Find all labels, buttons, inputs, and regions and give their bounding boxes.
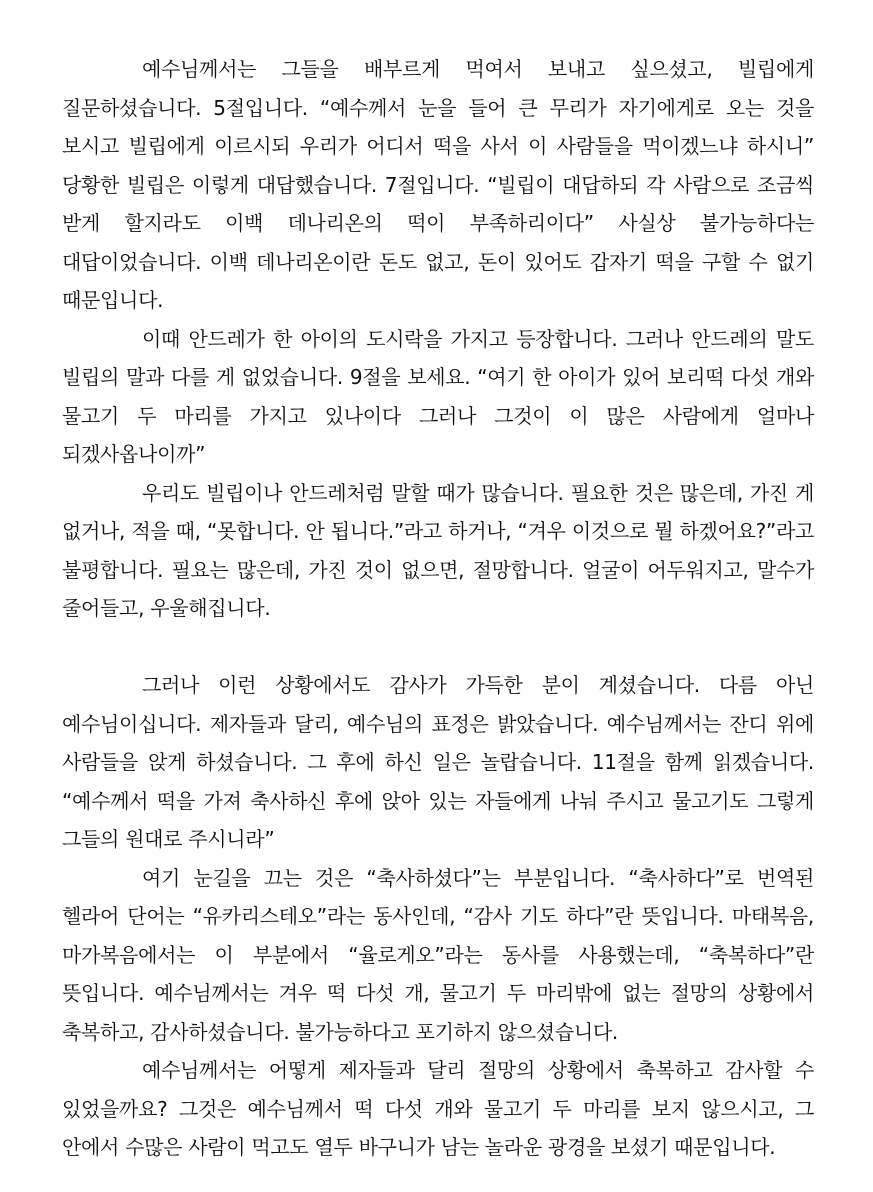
paragraph-spacer [62, 628, 814, 667]
paragraph-5: 여기 눈길을 끄는 것은 “축사하셨다”는 부분입니다. “축사하다”로 번역된 헬라어 단어는 “유카리스테오”라는 동사인데, “감사 기도 하다”란 뜻입니다. 마태복음, 마가복음에서는 이 부분에서 “율로게오”라는 동사를 사용했는데, “축복하다”란 뜻입니다. 예수님께서는 겨우 떡 다섯 개, 물고기 두 마리밖에 없는 절망의 상황에서 축복하고, 감사하셨습니다. 불가능하다고 포기하지 않으셨습니다. [62, 865, 814, 1044]
paragraph-1: 예수님께서는 그들을 배부르게 먹여서 보내고 싶으셨고, 빌립에게 질문하셨습니다. 5절입니다. “예수께서 눈을 들어 큰 무리가 자기에게로 오는 것을 보시고 빌립에게 이르시되 우리가 어디서 떡을 사서 이 사람들을 먹이겠느냐 하시니” 당황한 빌립은 이렇게 대답했습니다. 7절입니다. “빌립이 대답하되 각 사람으로 조금씩 받게 할지라도 이백 데나리온의 떡이 부족하리이다” 사실상 불가능하다는 대답이었습니다. 이백 데나리온이란 돈도 없고, 돈이 있어도 갑자기 떡을 구할 수 없기 때문입니다. [62, 57, 814, 312]
paragraph-6: 예수님께서는 어떻게 제자들과 달리 절망의 상황에서 축복하고 감사할 수 있었을까요? 그것은 예수님께서 떡 다섯 개와 물고기 두 마리를 보지 않으시고, 그 안에서 수많은 사람이 먹고도 열두 바구니가 남는 놀라운 광경을 보셨기 때문입니다. [62, 1058, 814, 1159]
paragraph-3: 우리도 빌립이나 안드레처럼 말할 때가 많습니다. 필요한 것은 많은데, 가진 게 없거나, 적을 때, “못합니다. 안 됩니다.”라고 하거나, “겨우 이것으로 뭘 하겠어요?”라고 불평합니다. 필요는 많은데, 가진 것이 없으면, 절망합니다. 얼굴이 어두워지고, 말수가 줄어들고, 우울해집니다. [62, 480, 814, 620]
document-body [62, 50, 814, 1167]
paragraph-4: 그러나 이런 상황에서도 감사가 가득한 분이 계셨습니다. 다름 아닌 예수님이십니다. 제자들과 달리, 예수님의 표정은 밝았습니다. 예수님께서는 잔디 위에 사람들을 앉게 하셨습니다. 그 후에 하신 일은 놀랍습니다. 11절을 함께 읽겠습니다. “예수께서 떡을 가져 축사하신 후에 앉아 있는 자들에게 나눠 주시고 물고기도 그렇게 그들의 원대로 주시니라” [62, 673, 814, 851]
paragraph-2: 이때 안드레가 한 아이의 도시락을 가지고 등장합니다. 그러나 안드레의 말도 빌립의 말과 다를 게 없었습니다. 9절을 보세요. “여기 한 아이가 있어 보리떡 다섯 개와 물고기 두 마리를 가지고 있나이다 그러나 그것이 이 많은 사람에게 얼마나 되겠사옵나이까” [62, 326, 814, 466]
